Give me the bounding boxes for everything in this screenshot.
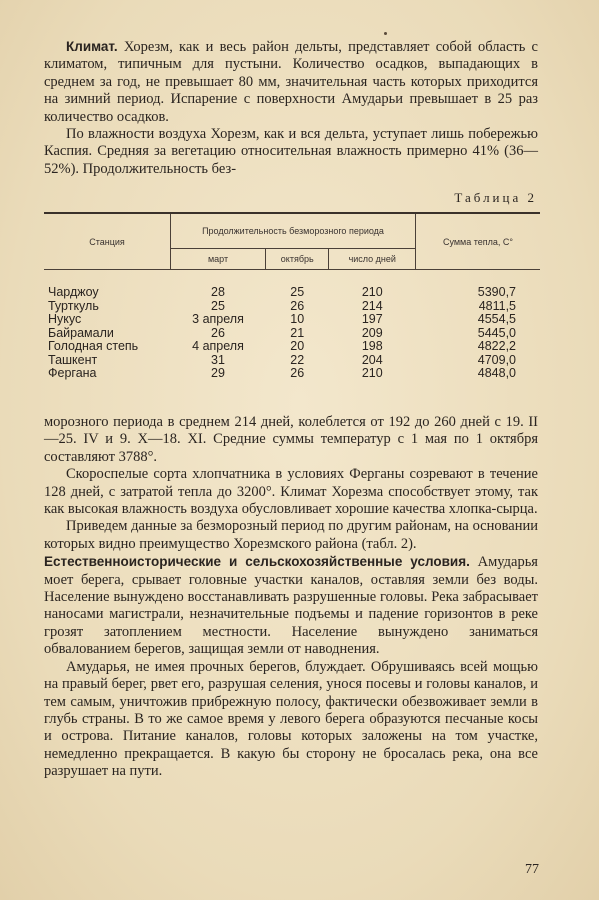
page-number: 77 xyxy=(525,862,539,877)
header-heat-sum: Сумма тепла, С° xyxy=(416,213,541,270)
cell-october: 10 xyxy=(290,312,305,326)
cell-march: 29 xyxy=(211,366,225,380)
cotton-paragraph: Скороспелые сорта хлопчатника в условиях Ферганы созревают в течение 128 дней, с затратой тепла до 3200°. Климат Хорезма способствует этому, так как высокая влажность воздуха обусловливает хорошие качества хлопка-сырца. xyxy=(44,466,538,518)
cell-march: 3 апреля xyxy=(192,312,244,326)
cell-days: 210 xyxy=(361,285,383,299)
history-paragraph xyxy=(44,553,538,658)
cell-days: 209 xyxy=(361,325,383,340)
bottom-text-block xyxy=(44,414,538,781)
table-row xyxy=(44,354,540,368)
cell-days: 210 xyxy=(361,366,383,380)
cell-days: 204 xyxy=(361,352,383,367)
cell-station: Голодная степь xyxy=(48,339,139,353)
cell-days: 214 xyxy=(361,298,383,313)
data-paragraph: Приведем данные за безморозный период по другим районам, на основании которых видно преимущество Хорезмского района (табл. 2). xyxy=(44,518,538,552)
header-march: март xyxy=(171,249,266,270)
history-lead: Естественноисторические и сельскохозяйственные условия. xyxy=(44,554,470,570)
ink-speck xyxy=(384,32,387,35)
cell-october: 25 xyxy=(290,285,305,299)
cell-station: Чарджоу xyxy=(48,285,99,299)
river-paragraph: Амударья, не имея прочных берегов, блуждает. Обрушиваясь всей мощью на правый берег, рвет его, разрушая селения, унося посевы и головы каналов, и тем самым, уничтожив прибрежную полосу, фактически обезвоживает земли в глубь страны. В то же самое время у левого берега образуются песчаные косы и острова. Питание каналов, головы которых заложены на том участке, немедленно прекращается. В какую бы сторону не бросалась река, она все разрушает на пути. xyxy=(44,658,538,780)
cell-heat: 4554,5 xyxy=(477,312,516,326)
cell-station: Байрамали xyxy=(48,325,114,340)
cell-october: 20 xyxy=(290,339,305,353)
table-row xyxy=(44,270,540,300)
table-row xyxy=(44,327,540,341)
cell-days: 198 xyxy=(361,339,383,353)
table-body xyxy=(44,270,540,381)
cell-october: 26 xyxy=(290,366,305,380)
table-row xyxy=(44,313,540,327)
cell-march: 4 апреля xyxy=(192,339,244,353)
header-frost-free: Продолжительность безморозного периода xyxy=(171,213,416,249)
top-text-block xyxy=(44,38,538,178)
climate-paragraph xyxy=(44,38,538,126)
cell-station: Фергана xyxy=(48,366,97,380)
cell-march: 28 xyxy=(211,285,225,299)
cell-heat: 4811,5 xyxy=(478,298,516,313)
cell-days: 197 xyxy=(361,312,383,326)
cell-heat: 4848,0 xyxy=(477,366,516,380)
humidity-paragraph: По влажности воздуха Хорезм, как и вся дельта, уступает лишь побережью Каспия. Средняя за вегетацию относительная влажность примерно 41% (36—52%). Продолжительность без- xyxy=(44,126,538,177)
climate-lead: Климат. xyxy=(66,39,118,54)
header-october: октябрь xyxy=(266,249,329,270)
cell-march: 31 xyxy=(211,352,225,367)
cell-station: Турткуль xyxy=(48,298,99,313)
table-row xyxy=(44,367,540,381)
frost-paragraph: морозного периода в среднем 214 дней, колеблется от 192 до 260 дней с 19. II—25. IV и 9. X—18. XI. Средние суммы температур с 1 мая по 1 октября составляют 3788°. xyxy=(44,414,538,465)
table-row xyxy=(44,340,540,354)
table-caption: Таблица 2 xyxy=(454,190,537,205)
cell-october: 21 xyxy=(290,325,305,340)
cell-march: 25 xyxy=(211,298,225,313)
table-row xyxy=(44,300,540,314)
history-text: Амударья моет берега, срывает головные участки каналов, оставляя земли без воды. Население вынуждено восстанавливать разрушенные головы. Река забрасывает наносами магистрали, незначительные подъемы и падение горизонтов в реке грозят затоплением местности. Население вынуждено заниматься обвалованием берегов, защищая земли от наводнения. xyxy=(44,554,538,658)
cell-heat: 4822,2 xyxy=(477,339,516,353)
cell-station: Ташкент xyxy=(48,352,98,367)
cell-october: 22 xyxy=(290,352,305,367)
header-station: Станция xyxy=(44,213,171,270)
cell-march: 26 xyxy=(211,325,225,340)
header-days: число дней xyxy=(329,249,416,270)
cell-october: 26 xyxy=(290,298,305,313)
cell-heat: 4709,0 xyxy=(477,352,516,367)
cell-heat: 5390,7 xyxy=(477,285,516,299)
climate-table xyxy=(44,212,540,381)
climate-text: Хорезм, как и весь район дельты, представляет собой область с климатом, типичным для пустыни. Количество осадков, выпадающих в среднем за год, не превышает 80 мм, значительная часть которых приходится на зимний период. Испарение с поверхности Амударьи превышает в 25 раз количество осадков. xyxy=(44,39,538,125)
cell-heat: 5445,0 xyxy=(477,325,516,340)
cell-station: Нукус xyxy=(48,312,82,326)
